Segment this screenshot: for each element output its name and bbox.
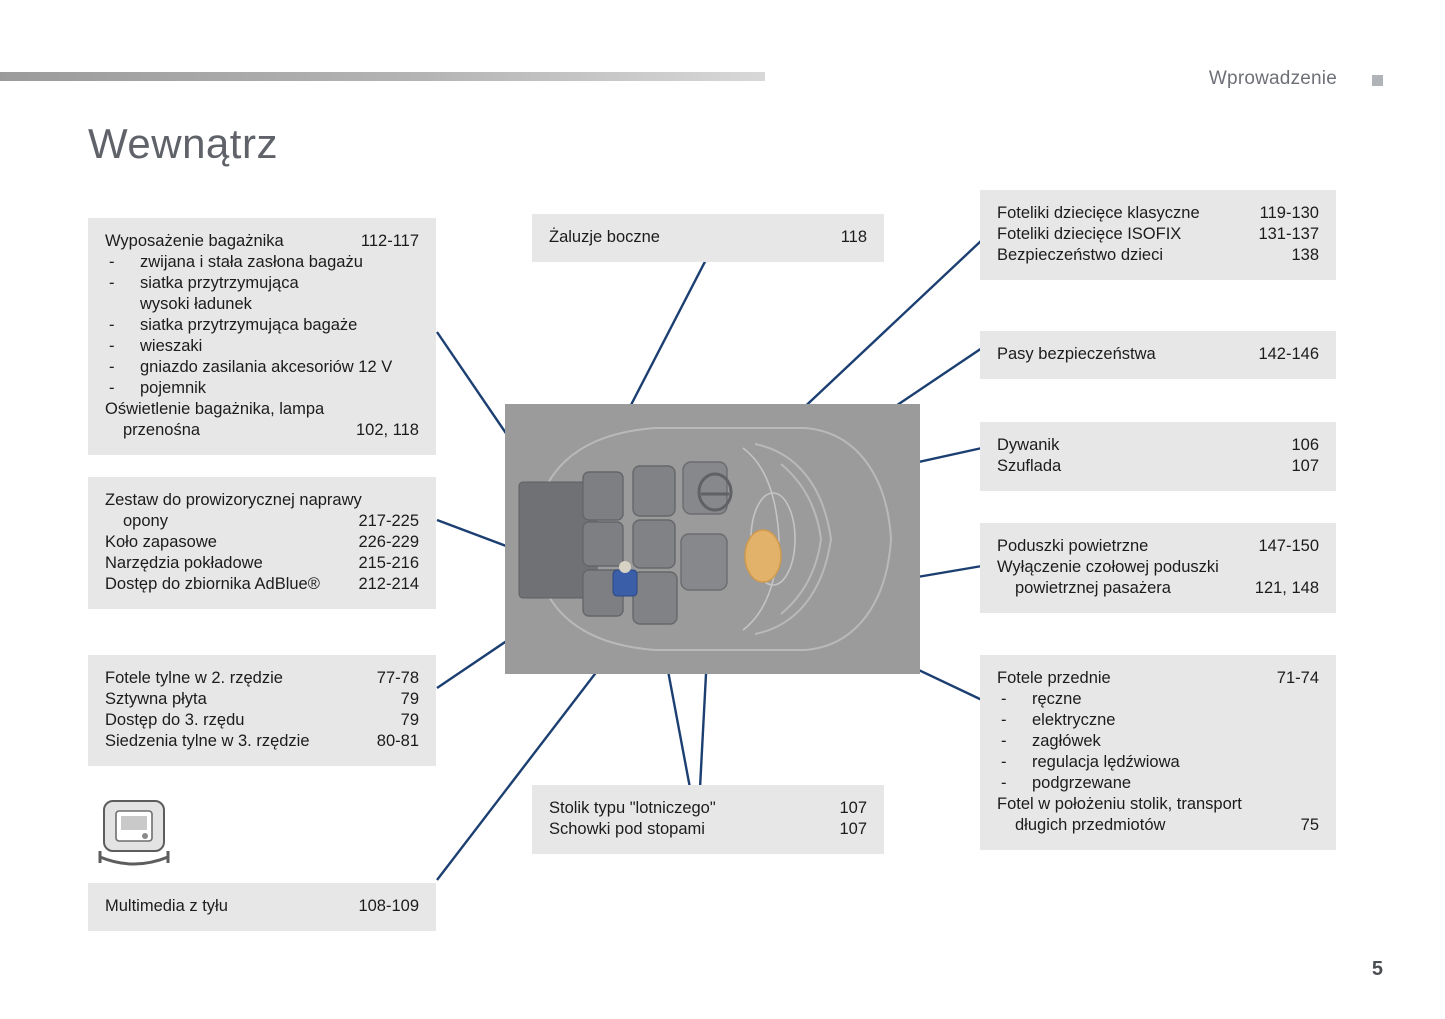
list-item: - elektryczne [1001, 711, 1116, 729]
list-item: Wyposażenie bagażnika 112-117 [105, 232, 419, 250]
carpet-drawer-box [980, 422, 1336, 491]
tyre-repair-kit-box [88, 477, 436, 609]
list-item: - zagłówek [1001, 732, 1101, 750]
list-item: - regulacja lędźwiowa [1001, 753, 1180, 771]
list-item: Dostęp do 3. rzędu 79 [105, 711, 419, 729]
rear-multimedia-icon [88, 795, 184, 871]
list-item: Żaluzje boczne 118 [549, 228, 867, 246]
list-item: - wieszaki [109, 337, 203, 355]
list-item: - gniazdo zasilania akcesoriów 12 V [109, 358, 393, 376]
list-item: Stolik typu "lotniczego" 107 [549, 799, 867, 817]
list-item: przenośna 102, 118 [123, 421, 419, 439]
list-item: Bezpieczeństwo dzieci 138 [997, 246, 1319, 264]
list-item: Foteliki dziecięce ISOFIX 131-137 [997, 225, 1319, 243]
header-rule [0, 72, 765, 81]
list-item: Szuflada 107 [997, 457, 1319, 475]
list-item: Siedzenia tylne w 3. rzędzie 80-81 [105, 732, 419, 750]
list-item: Dywanik 106 [997, 436, 1319, 454]
child-seats-box [980, 190, 1336, 280]
page-number: 5 [1371, 958, 1383, 980]
list-item: - zwijana i stała zasłona bagażu [109, 253, 363, 271]
airline-table-box [532, 785, 884, 854]
list-item: Schowki pod stopami 107 [549, 820, 867, 838]
header-marker-icon [1372, 75, 1383, 86]
trunk-equipment-box [88, 218, 436, 455]
list-item: Foteliki dziecięce klasyczne 119-130 [997, 204, 1319, 222]
list-item: Multimedia z tyłu 108-109 [105, 897, 419, 915]
list-item: - ręczne [1001, 690, 1082, 708]
list-item: Wyłączenie czołowej poduszki [997, 558, 1219, 576]
list-item: Fotel w położeniu stolik, transport [997, 795, 1242, 813]
page-title: Wewnątrz [88, 120, 278, 167]
seat-belts-box [980, 331, 1336, 379]
list-item: - pojemnik [109, 379, 207, 397]
list-item: opony 217-225 [123, 512, 419, 530]
list-item-cont: wysoki ładunek [140, 295, 252, 313]
side-blinds-box [532, 214, 884, 262]
front-seats-box [980, 655, 1336, 850]
list-item: Fotele tylne w 2. rzędzie 77-78 [105, 669, 419, 687]
list-item: Dostęp do zbiornika AdBlue® 212-214 [105, 575, 419, 593]
airbags-box [980, 523, 1336, 613]
rear-multimedia-box [88, 883, 436, 931]
section-title: Wprowadzenie [1208, 68, 1337, 89]
list-item: Oświetlenie bagażnika, lampa [105, 400, 325, 418]
list-item: Pasy bezpieczeństwa 142-146 [997, 345, 1319, 363]
list-item: Sztywna płyta 79 [105, 690, 419, 708]
list-item: Koło zapasowe 226-229 [105, 533, 419, 551]
list-item: - siatka przytrzymująca [109, 274, 299, 292]
list-item: Fotele przednie 71-74 [997, 669, 1319, 687]
vehicle-interior-illustration [505, 404, 920, 674]
list-item: powietrznej pasażera 121, 148 [1015, 579, 1319, 597]
rear-seats-box [88, 655, 436, 766]
list-item: Narzędzia pokładowe 215-216 [105, 554, 419, 572]
list-item: długich przedmiotów 75 [1015, 816, 1319, 834]
list-item: Zestaw do prowizorycznej naprawy [105, 491, 362, 509]
list-item: Poduszki powietrzne 147-150 [997, 537, 1319, 555]
list-item: - siatka przytrzymująca bagaże [109, 316, 358, 334]
list-item: - podgrzewane [1001, 774, 1132, 792]
